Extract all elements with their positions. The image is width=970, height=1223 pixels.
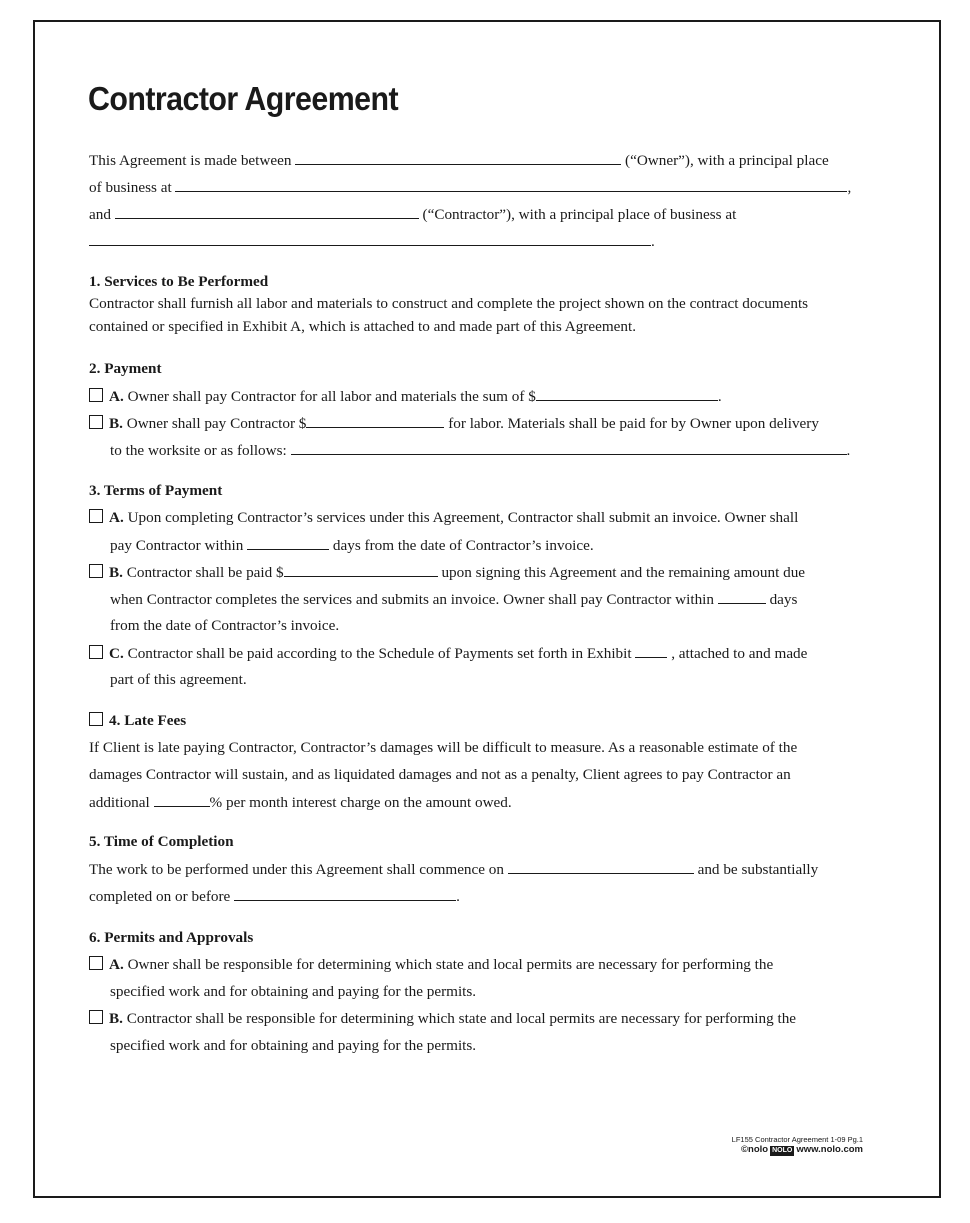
section-1-text: contained or specified in Exhibit A, which is attached to and made part of this Agreement. [89, 318, 637, 335]
terms-option-b [89, 562, 805, 583]
intro-line-1 [89, 150, 829, 171]
total-sum-blank[interactable] [536, 386, 718, 401]
permits-option-b [89, 1009, 796, 1029]
remaining-days-blank[interactable] [718, 589, 766, 604]
materials-terms-blank[interactable] [291, 440, 847, 455]
option-text: and be substantially [697, 861, 819, 878]
option-text: The work to be performed under this Agreement shall commence on [89, 861, 504, 878]
option-text: % per month interest charge on the amount owed. [209, 794, 512, 811]
option-label: B. [109, 415, 123, 432]
section-4-text [89, 792, 512, 813]
agreement-page [33, 20, 941, 1198]
option-text: when Contractor completes the services and submits an invoice. Owner shall pay Contractor within [110, 591, 714, 608]
publisher-line [732, 1145, 863, 1156]
section-1-text: Contractor shall furnish all labor and materials to construct and complete the project shown on the contract documents [89, 295, 809, 312]
terms-c-checkbox[interactable] [89, 645, 103, 659]
option-text: Contractor shall be paid $ [126, 564, 284, 581]
payment-b-checkbox[interactable] [89, 415, 103, 429]
permits-a-checkbox[interactable] [89, 956, 103, 970]
labor-amount-blank[interactable] [306, 413, 444, 428]
terms-option-a [89, 508, 798, 528]
option-label: C. [109, 645, 124, 662]
interest-rate-blank[interactable] [154, 792, 210, 807]
form-id: LF155 Contractor Agreement 1-09 Pg.1 [731, 1135, 863, 1144]
option-text: upon signing this Agreement and the remaining amount due [441, 564, 806, 581]
option-text: . [717, 388, 722, 405]
option-text: Owner shall be responsible for determining which state and local permits are necessary for performing the [127, 956, 774, 973]
contractor-address-blank[interactable] [89, 231, 651, 246]
option-text: . [846, 442, 851, 459]
intro-line-4 [89, 231, 655, 252]
terms-a-checkbox[interactable] [89, 509, 103, 523]
option-text: additional [89, 794, 150, 811]
terms-b-checkbox[interactable] [89, 564, 103, 578]
payment-option-a [89, 386, 722, 407]
section-1-heading: 1. Services to Be Performed [89, 273, 269, 290]
option-label: A. [109, 956, 124, 973]
copyright-text: ©nolo [741, 1144, 769, 1155]
page-footer [732, 1135, 863, 1156]
option-text: Owner shall pay Contractor for all labor and materials the sum of $ [127, 388, 536, 405]
nolo-logo: NOLO [772, 1147, 793, 1154]
payment-option-b-cont [110, 440, 850, 461]
intro-text: . [651, 233, 655, 250]
permits-option-a-cont: specified work and for obtaining and paying for the permits. [110, 983, 477, 1000]
intro-text: , [847, 179, 852, 196]
owner-address-blank[interactable] [175, 177, 847, 192]
exhibit-letter-blank[interactable] [635, 643, 667, 658]
option-label: A. [109, 509, 124, 526]
option-text: days [769, 591, 798, 608]
section-4-title: 4. Late Fees [109, 712, 187, 729]
option-text: completed on or before [89, 888, 231, 905]
terms-option-a-cont [110, 535, 594, 556]
intro-line-2 [89, 177, 851, 198]
terms-option-b-cont [110, 589, 797, 610]
owner-name-blank[interactable] [295, 150, 621, 165]
intro-text: (“Owner”), with a principal place [625, 152, 829, 169]
option-text: , attached to and made [671, 645, 808, 662]
section-5-text [89, 859, 818, 880]
payment-option-b [89, 413, 819, 434]
start-date-blank[interactable] [508, 859, 694, 874]
option-label: A. [109, 388, 124, 405]
permits-option-a [89, 955, 773, 975]
contractor-name-blank[interactable] [115, 204, 419, 219]
section-4-text: If Client is late paying Contractor, Contractor’s damages will be difficult to measure. As a reasonable estimate of the [89, 739, 798, 756]
section-4-heading [89, 711, 186, 731]
terms-option-c-cont: part of this agreement. [110, 671, 247, 688]
permits-option-b-cont: specified work and for obtaining and paying for the permits. [110, 1037, 477, 1054]
option-text: to the worksite or as follows: [110, 442, 287, 459]
terms-option-c [89, 643, 807, 664]
intro-text: of business at [89, 179, 172, 196]
option-text: for labor. Materials shall be paid for by Owner upon delivery [448, 415, 819, 432]
option-label: B. [109, 1010, 123, 1027]
intro-text: This Agreement is made between [89, 152, 292, 169]
intro-line-3 [89, 204, 736, 225]
section-2-heading: 2. Payment [89, 360, 162, 377]
option-text: Contractor shall be responsible for determining which state and local permits are necessary for performing the [126, 1010, 797, 1027]
section-4-text: damages Contractor will sustain, and as liquidated damages and not as a penalty, Client agrees to pay Contractor an [89, 766, 791, 783]
option-text: Upon completing Contractor’s services under this Agreement, Contractor shall submit an invoice. Owner shall [127, 509, 799, 526]
section-5-heading: 5. Time of Completion [89, 833, 234, 850]
document-title: Contractor Agreement [88, 80, 399, 117]
completion-date-blank[interactable] [234, 886, 456, 901]
option-text: days from the date of Contractor’s invoice. [332, 537, 594, 554]
website-link[interactable]: www.nolo.com [796, 1144, 863, 1155]
intro-text: (“Contractor”), with a principal place of business at [422, 206, 737, 223]
section-3-heading: 3. Terms of Payment [89, 482, 223, 499]
invoice-days-blank[interactable] [247, 535, 329, 550]
deposit-amount-blank[interactable] [284, 562, 438, 577]
late-fees-checkbox[interactable] [89, 712, 103, 726]
payment-a-checkbox[interactable] [89, 388, 103, 402]
option-text: Contractor shall be paid according to the Schedule of Payments set forth in Exhibit [127, 645, 632, 662]
option-text: . [456, 888, 460, 905]
section-6-heading: 6. Permits and Approvals [89, 929, 254, 946]
terms-option-b-cont: from the date of Contractor’s invoice. [110, 617, 340, 634]
section-5-text [89, 886, 460, 907]
option-label: B. [109, 564, 123, 581]
option-text: Owner shall pay Contractor $ [126, 415, 307, 432]
permits-b-checkbox[interactable] [89, 1010, 103, 1024]
option-text: pay Contractor within [110, 537, 244, 554]
intro-text: and [89, 206, 111, 223]
